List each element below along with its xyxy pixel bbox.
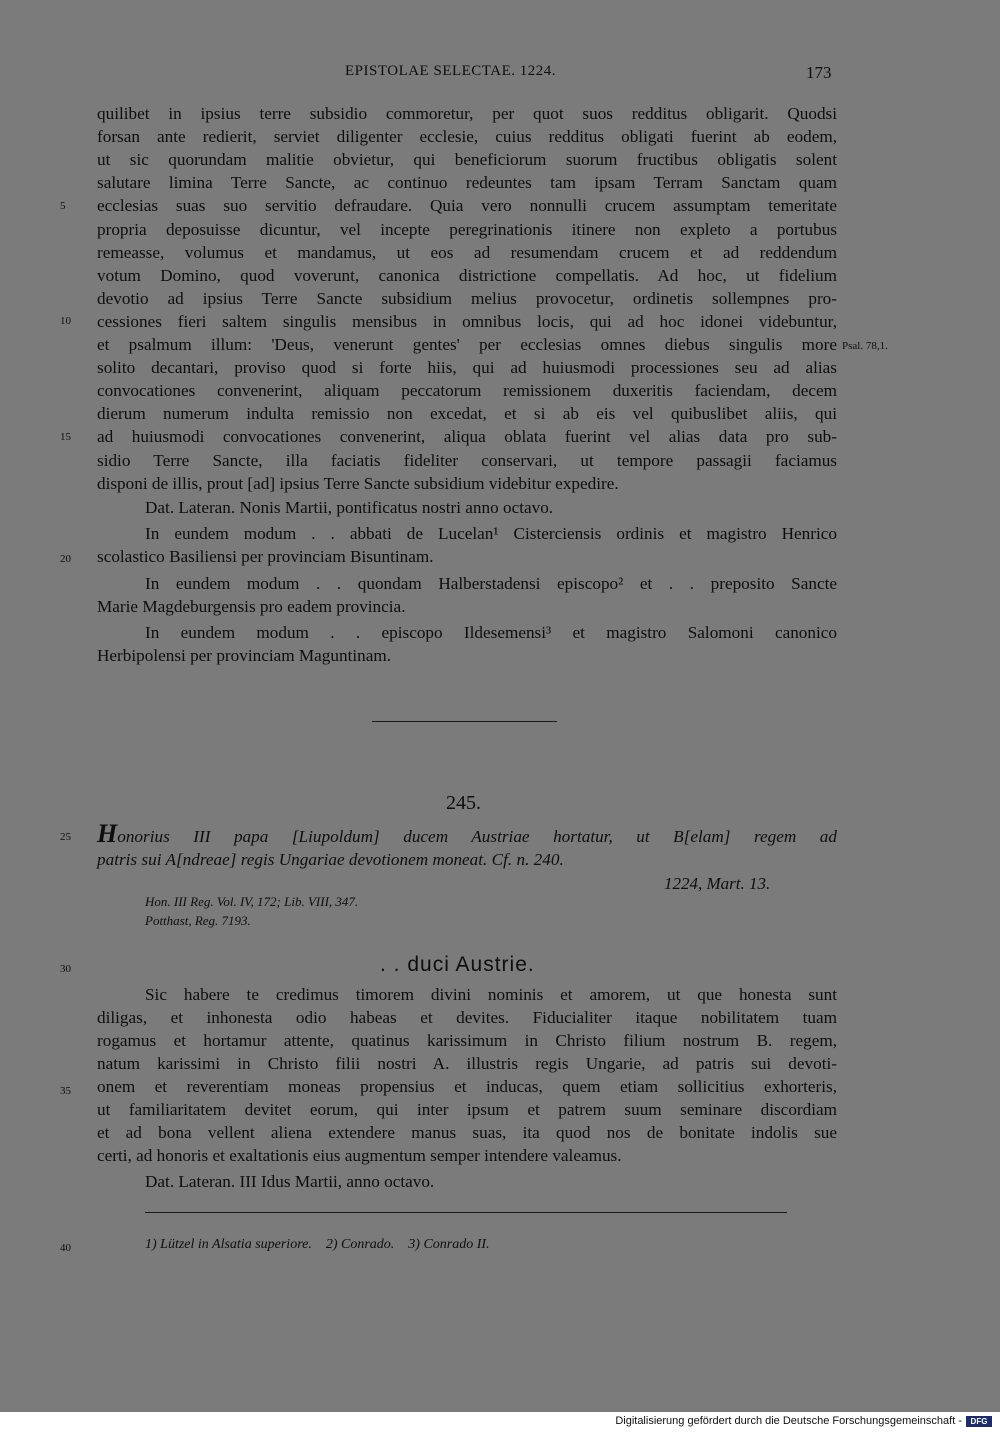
text-line: votum Domino, quod voverunt, canonica districtione compellatis. Ad hoc, ut fidelium — [97, 265, 837, 285]
text-line: ad huiusmodi convocationes convenerint, aliqua oblata fuerint vel alias data pro sub- — [97, 427, 837, 447]
running-title: EPISTOLAE SELECTAE. 1224. — [345, 63, 557, 79]
source-reference: Hon. III Reg. Vol. IV, 172; Lib. VIII, 347. — [145, 894, 359, 909]
eundem-line: In eundem modum . . abbati de Lucelan¹ Cisterciensis ordinis et magistro Henrico — [145, 524, 837, 543]
dating-clause: Dat. Lateran. III Idus Martii, anno octavo. — [145, 1172, 435, 1191]
footnote-divider — [145, 1212, 787, 1213]
text-line: disponi de illis, prout [ad] ipsius Terre Sancte subsidium videbitur expedire. — [97, 473, 619, 493]
line-number: 40 — [60, 1242, 71, 1254]
dating-clause: Dat. Lateran. Nonis Martii, pontificatus nostri anno octavo. — [145, 498, 554, 517]
text-line: ecclesias suas suo servitio defraudare. Quia vero nonnulli crucem assumptam temeritate — [97, 196, 837, 216]
eundem-line: In eundem modum . . episcopo Ildesemensi³ et magistro Salomoni canonico — [145, 623, 837, 642]
eundem-line: Herbipolensi per provinciam Maguntinam. — [97, 646, 392, 665]
text-line: salutare limina Terre Sancte, ac continuo redeuntes tam ipsam Terram Sanctam quam — [97, 173, 837, 193]
document-date: 1224, Mart. 13. — [664, 874, 771, 893]
line-number: 15 — [60, 431, 71, 443]
summary-line: patris sui A[ndreae] regis Ungariae devotionem moneat. Cf. n. 240. — [97, 850, 564, 869]
text-line: quilibet in ipsius terre subsidio commoretur, per quot suos redditus obligarit. Quodsi — [97, 104, 837, 123]
eundem-line: In eundem modum . . quondam Halberstadensi episcopo² et . . preposito Sancte — [145, 574, 837, 593]
text-line: et psalmum illum: 'Deus, venerunt gentes' per ecclesias omnes diebus singulis more — [97, 335, 837, 354]
text-line: natum karissimi in Christo filii nostri A. illustris regis Ungarie, ad patris sui devoti- — [97, 1054, 837, 1073]
text-line: devotio ad ipsius Terre Sancte subsidium melius provocetur, ordinetis sollempnes pro- — [97, 288, 837, 308]
text-line: sidio Terre Sancte, illa faciatis fideliter conservari, ut tempore passagii faciamus — [97, 450, 837, 470]
text-line: et ad bona vellent aliena extendere manus suas, ita quod nos de bonitate indolis sue — [97, 1123, 837, 1142]
text-line: dierum numerum indulta remissio non excedat, et si ab eis vel quibuslibet aliis, qui — [97, 404, 837, 424]
text-line: forsan ante redierit, serviet diligenter ecclesie, cuius redditus obligati fuerint ab eodem, — [97, 127, 837, 147]
dfg-logo: DFG — [966, 1416, 992, 1427]
text-line: diligas, et inhonesta odio habeas et devites. Fiducialiter itaque nobilitatem tuam — [97, 1008, 837, 1027]
text-line: convocationes convenerint, aliquam peccatorum remissionem duxeritis faciendam, decem — [97, 381, 837, 401]
eundem-line: Marie Magdeburgensis pro eadem provincia. — [97, 597, 406, 616]
summary-text: onorius III papa [Liupoldum] ducem Austriae hortatur, ut B[elam] regem ad — [117, 827, 837, 846]
section-divider — [372, 721, 557, 722]
address-line: . . duci Austrie. — [380, 953, 535, 976]
text-line: certi, ad honoris et exaltationis eius augmentum semper intendere valeamus. — [97, 1146, 622, 1165]
text-line: solito decantari, proviso quod si forte hiis, qui ad huiusmodi processiones seu ad alias — [97, 358, 837, 378]
text-line: cessiones fieri saltem singulis mensibus in omnibus locis, qui ad hoc idonei videbuntur, — [97, 311, 837, 331]
text-line: ut familiaritatem devitet eorum, qui inter ipsum et patrem suum seminare discordiam — [97, 1100, 837, 1119]
footer-credit: Digitalisierung gefördert durch die Deutsche Forschungsgemeinschaft - — [615, 1415, 962, 1427]
text-line: Sic habere te credimus timorem divini nominis et amorem, ut que honesta sunt — [145, 985, 837, 1004]
margin-reference: Psal. 78,1. — [842, 340, 888, 352]
document-number: 245. — [446, 792, 481, 814]
text-line: propria deposuisse dicuntur, vel incepte peregrinationis itinere non expleto a portubus — [97, 219, 837, 239]
line-number: 10 — [60, 315, 71, 327]
initial-letter: H — [97, 819, 118, 848]
line-number: 20 — [60, 553, 71, 565]
line-number: 35 — [60, 1085, 71, 1097]
source-reference: Potthast, Reg. 7193. — [145, 913, 251, 928]
eundem-line: scolastico Basiliensi per provinciam Bisuntinam. — [97, 547, 434, 566]
text-line: remeasse, volumus et mandamus, ut eos ad resumendam crucem et ad reddendum — [97, 242, 837, 262]
summary-line — [97, 819, 837, 848]
page-number: 173 — [806, 63, 832, 82]
line-number: 30 — [60, 963, 71, 975]
line-number: 5 — [60, 200, 66, 212]
text-line: rogamus et hortamur attente, quatinus karissimum in Christo filium nostrum B. regem, — [97, 1031, 837, 1050]
footnotes: 1) Lützel in Alsatia superiore. 2) Conrado. 3) Conrado II. — [145, 1237, 490, 1252]
line-number: 25 — [60, 831, 71, 843]
text-line: onem et reverentiam moneas propensius et inducas, quem etiam sollicitius exhorteris, — [97, 1077, 837, 1096]
text-line: ut sic quorundam malitie obvietur, qui beneficiorum suorum fructibus obligatis solent — [97, 150, 837, 170]
